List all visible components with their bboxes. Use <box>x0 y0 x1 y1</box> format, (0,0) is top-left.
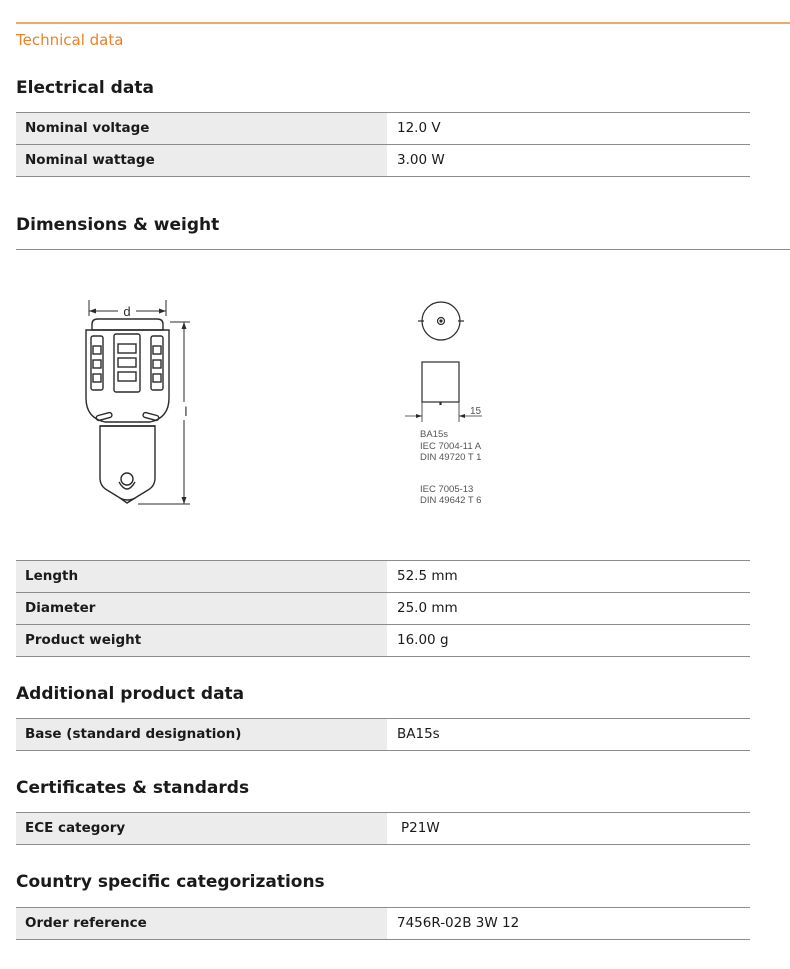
table-row <box>16 908 750 940</box>
electrical-data-table <box>16 112 750 177</box>
bulb-side-view <box>86 300 190 504</box>
drawing-standard: IEC 7004-11 A <box>420 441 482 452</box>
drawing-base-designation: BA15s <box>420 429 448 440</box>
diameter-label: d <box>123 304 131 319</box>
row-value: 12.0 V <box>397 120 441 136</box>
country-specific-heading: Country specific categorizations <box>16 872 325 892</box>
row-label: Nominal wattage <box>16 145 387 176</box>
pin-offset-label: 15 <box>470 406 482 417</box>
base-schematic <box>405 302 482 422</box>
table-row <box>16 593 750 625</box>
row-label: Diameter <box>16 593 387 624</box>
row-label: Product weight <box>16 625 387 656</box>
certificates-standards-table <box>16 812 750 845</box>
dimensions-weight-table <box>16 560 750 657</box>
row-value: BA15s <box>397 726 440 742</box>
dimension-drawing <box>0 250 790 560</box>
row-label: Length <box>16 561 387 592</box>
table-row <box>16 145 750 177</box>
top-accent-rule <box>16 22 790 24</box>
dimensions-weight-heading: Dimensions & weight <box>16 215 220 235</box>
row-label: Order reference <box>16 908 387 939</box>
table-row <box>16 625 750 657</box>
table-row <box>16 719 750 751</box>
drawing-standard: DIN 49642 T 6 <box>420 495 482 506</box>
table-row <box>16 813 750 845</box>
country-specific-table <box>16 907 750 940</box>
row-label: Base (standard designation) <box>16 719 387 750</box>
certificates-standards-heading: Certificates & standards <box>16 778 250 798</box>
drawing-standard: DIN 49720 T 1 <box>420 452 482 463</box>
bulb-technical-drawing <box>0 250 790 560</box>
drawing-standard: IEC 7005-13 <box>420 484 474 495</box>
table-row <box>16 113 750 145</box>
row-value: 25.0 mm <box>397 600 458 616</box>
electrical-data-heading: Electrical data <box>16 78 154 98</box>
section-label: Technical data <box>16 31 124 49</box>
row-value: 52.5 mm <box>397 568 458 584</box>
row-value: 16.00 g <box>397 632 449 648</box>
additional-product-data-table <box>16 718 750 751</box>
row-label: Nominal voltage <box>16 113 387 144</box>
additional-product-data-heading: Additional product data <box>16 684 245 704</box>
row-value: 3.00 W <box>397 152 445 168</box>
length-label: l <box>184 404 188 419</box>
row-value: P21W <box>401 820 440 836</box>
row-value: 7456R-02B 3W 12 <box>397 915 520 931</box>
row-label: ECE category <box>16 813 387 844</box>
table-row <box>16 561 750 593</box>
